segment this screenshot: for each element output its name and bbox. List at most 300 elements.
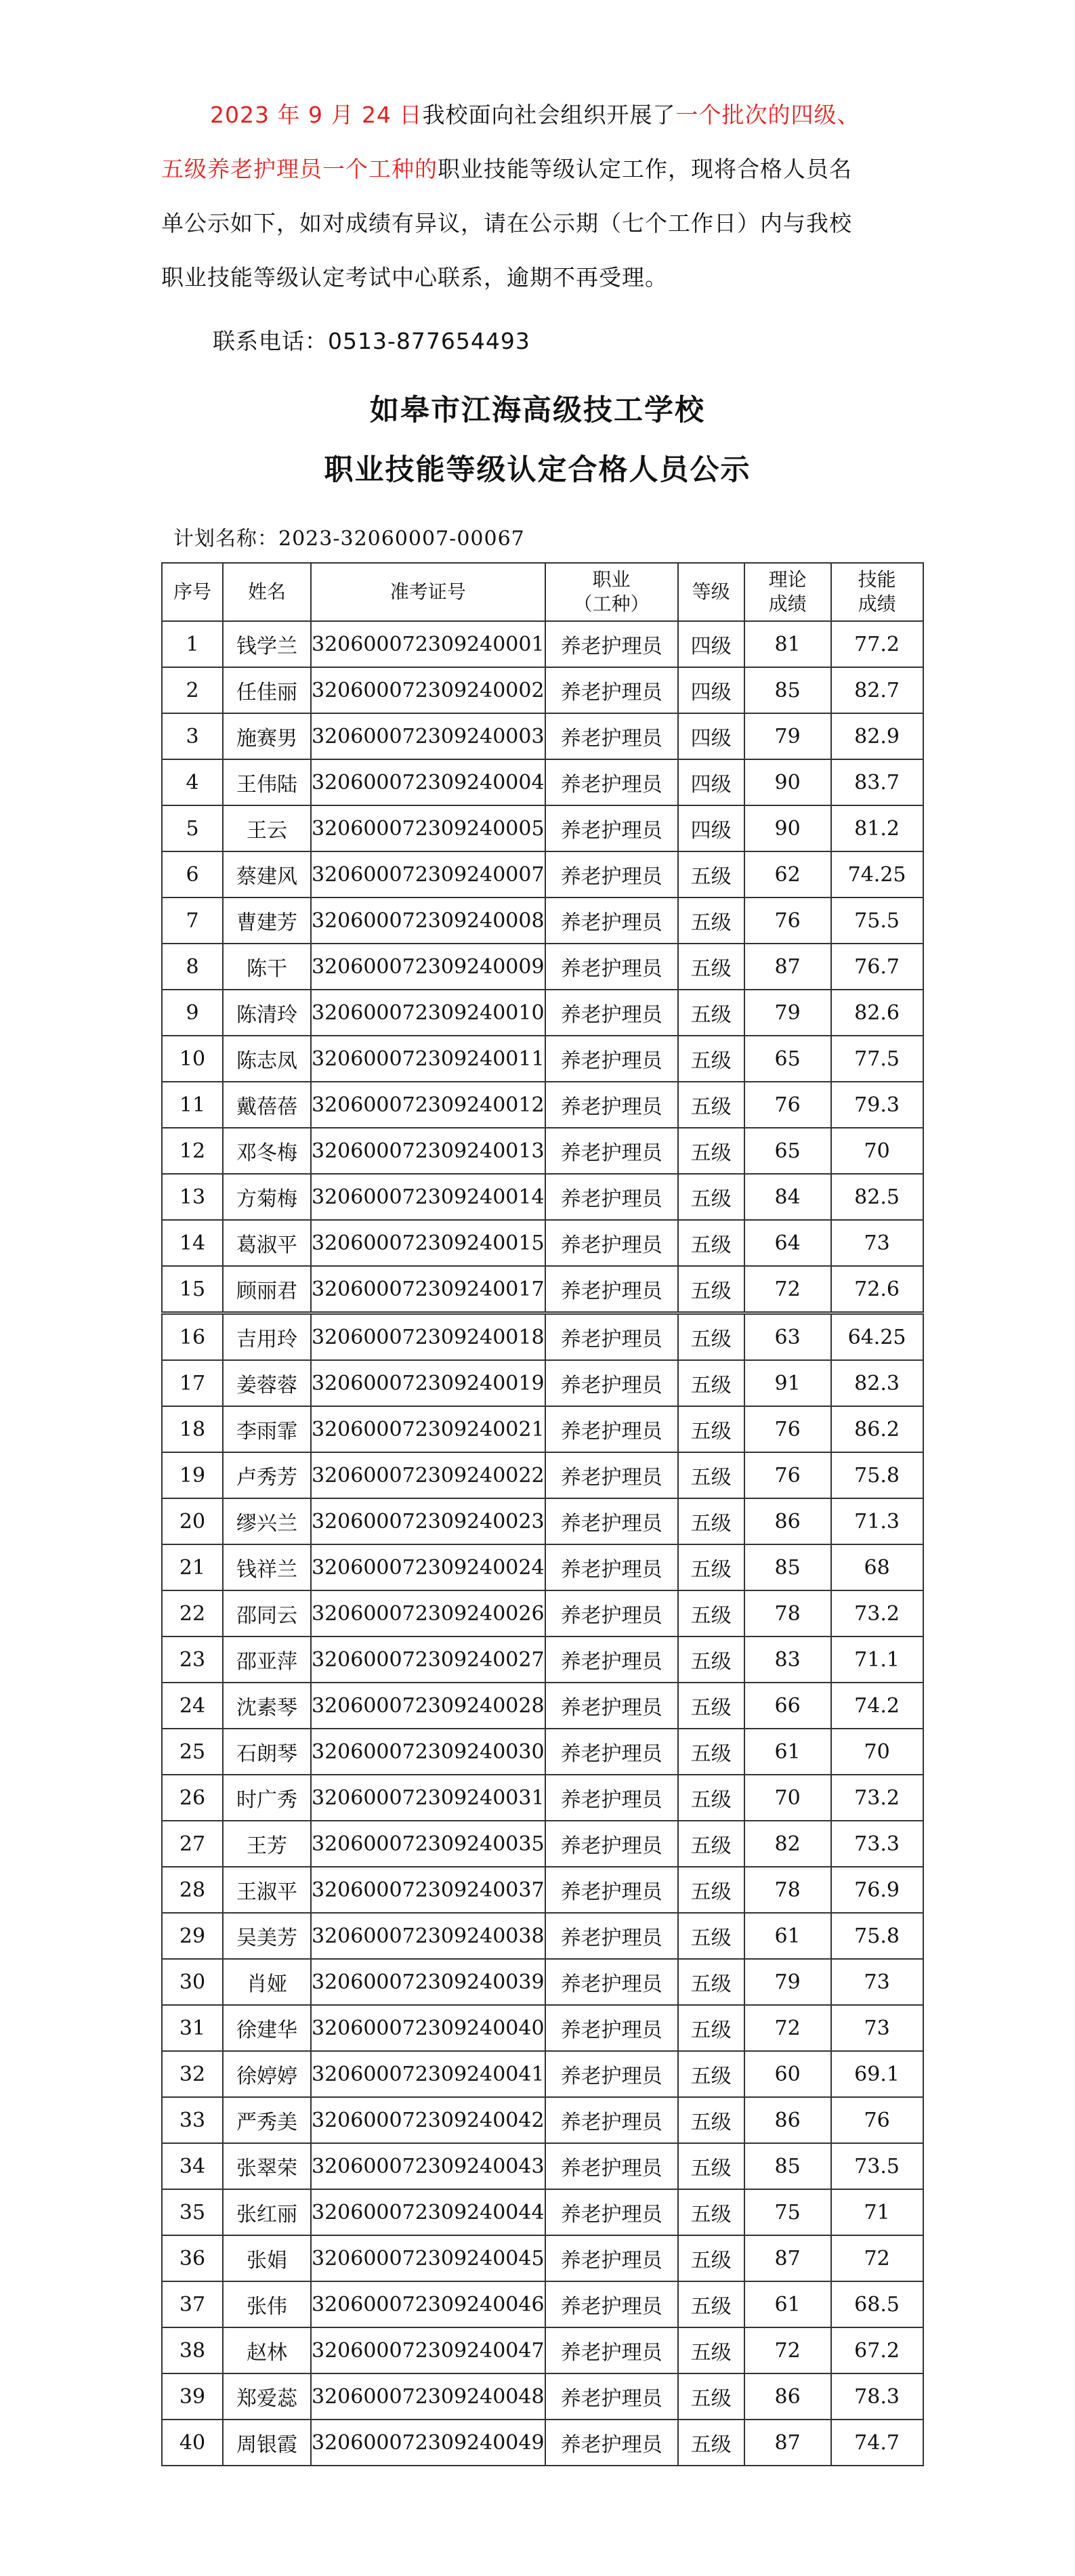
- cell-level: 四级: [678, 621, 744, 667]
- cell-level: 五级: [678, 1498, 744, 1544]
- cell-job: 养老护理员: [545, 1775, 678, 1821]
- cell-level: 五级: [678, 1174, 744, 1220]
- cell-skill: 71.1: [831, 1637, 923, 1683]
- cell-skill: 82.5: [831, 1174, 923, 1220]
- cell-name: 钱祥兰: [223, 1544, 311, 1590]
- header-level: 等级: [678, 563, 744, 621]
- cell-ticket: 320600072309240022: [311, 1452, 545, 1498]
- cell-name: 王淑平: [223, 1867, 311, 1913]
- cell-skill: 73: [831, 1220, 923, 1266]
- cell-ticket: 320600072309240038: [311, 1913, 545, 1959]
- cell-level: 五级: [678, 2051, 744, 2097]
- cell-theory: 61: [744, 1913, 831, 1959]
- cell-no: 8: [162, 944, 223, 990]
- cell-name: 张红丽: [223, 2189, 311, 2235]
- cell-name: 卢秀芳: [223, 1452, 311, 1498]
- cell-name: 陈志凤: [223, 1036, 311, 1082]
- cell-name: 张伟: [223, 2281, 311, 2327]
- cell-theory: 79: [744, 713, 831, 759]
- cell-level: 五级: [678, 1544, 744, 1590]
- table-row: [162, 1637, 923, 1683]
- cell-job: 养老护理员: [545, 2281, 678, 2327]
- cell-ticket: 320600072309240024: [311, 1544, 545, 1590]
- cell-job: 养老护理员: [545, 1729, 678, 1775]
- cell-ticket: 320600072309240044: [311, 2189, 545, 2235]
- cell-no: 25: [162, 1729, 223, 1775]
- notice-text-b: 职业技能等级认定工作，现将合格人员名: [438, 156, 852, 182]
- cell-skill: 72.6: [831, 1266, 923, 1313]
- cell-no: 35: [162, 2189, 223, 2235]
- cell-no: 5: [162, 805, 223, 851]
- cell-no: 39: [162, 2373, 223, 2420]
- cell-theory: 76: [744, 898, 831, 944]
- cell-no: 17: [162, 1360, 223, 1406]
- cell-theory: 85: [744, 2143, 831, 2189]
- header-ticket: 准考证号: [311, 563, 545, 621]
- cell-job: 养老护理员: [545, 1544, 678, 1590]
- header-skill-line2: 成绩: [858, 593, 896, 615]
- cell-no: 16: [162, 1313, 223, 1361]
- cell-ticket: 320600072309240039: [311, 1959, 545, 2005]
- notice-highlight-1: 一个批次的四级、: [675, 102, 860, 128]
- notice-highlight-2: 五级养老护理员一个工种的: [161, 156, 438, 182]
- cell-name: 石朗琴: [223, 1729, 311, 1775]
- cell-name: 戴蓓蓓: [223, 1082, 311, 1128]
- cell-theory: 61: [744, 1729, 831, 1775]
- cell-ticket: 320600072309240037: [311, 1867, 545, 1913]
- date-day: 24: [361, 102, 392, 128]
- cell-skill: 83.7: [831, 759, 923, 805]
- cell-name: 沈素琴: [223, 1683, 311, 1729]
- cell-skill: 75.8: [831, 1913, 923, 1959]
- header-job-line2: （工种）: [573, 593, 650, 615]
- table-row: [162, 1775, 923, 1821]
- cell-skill: 82.7: [831, 667, 923, 713]
- cell-no: 14: [162, 1220, 223, 1266]
- table-row: [162, 1913, 923, 1959]
- table-row: [162, 1128, 923, 1174]
- notice-paragraph: [161, 88, 920, 305]
- cell-level: 四级: [678, 805, 744, 851]
- cell-name: 张娟: [223, 2235, 311, 2281]
- cell-name: 顾丽君: [223, 1266, 311, 1313]
- cell-theory: 91: [744, 1360, 831, 1406]
- cell-no: 20: [162, 1498, 223, 1544]
- cell-job: 养老护理员: [545, 713, 678, 759]
- cell-level: 四级: [678, 713, 744, 759]
- cell-level: 五级: [678, 2281, 744, 2327]
- cell-name: 曹建芳: [223, 898, 311, 944]
- cell-level: 五级: [678, 1729, 744, 1775]
- cell-theory: 76: [744, 1406, 831, 1452]
- header-theory-line2: 成绩: [768, 593, 807, 615]
- cell-theory: 78: [744, 1867, 831, 1913]
- cell-theory: 65: [744, 1128, 831, 1174]
- cell-job: 养老护理员: [545, 2143, 678, 2189]
- cell-ticket: 320600072309240042: [311, 2097, 545, 2143]
- cell-level: 五级: [678, 1867, 744, 1913]
- cell-skill: 70: [831, 1729, 923, 1775]
- cell-no: 26: [162, 1775, 223, 1821]
- cell-ticket: 320600072309240023: [311, 1498, 545, 1544]
- table-row: [162, 2051, 923, 2097]
- table-row: [162, 1174, 923, 1220]
- cell-skill: 71: [831, 2189, 923, 2235]
- cell-level: 五级: [678, 1775, 744, 1821]
- cell-job: 养老护理员: [545, 1036, 678, 1082]
- cell-skill: 69.1: [831, 2051, 923, 2097]
- cell-level: 五级: [678, 1683, 744, 1729]
- cell-job: 养老护理员: [545, 1128, 678, 1174]
- cell-job: 养老护理员: [545, 1406, 678, 1452]
- cell-ticket: 320600072309240028: [311, 1683, 545, 1729]
- table-row: [162, 2420, 923, 2466]
- cell-ticket: 320600072309240030: [311, 1729, 545, 1775]
- cell-ticket: 320600072309240001: [311, 621, 545, 667]
- table-row: [162, 1959, 923, 2005]
- cell-name: 王伟陆: [223, 759, 311, 805]
- cell-job: 养老护理员: [545, 1959, 678, 2005]
- table-row: [162, 1220, 923, 1266]
- cell-no: 4: [162, 759, 223, 805]
- cell-job: 养老护理员: [545, 2420, 678, 2466]
- cell-name: 王云: [223, 805, 311, 851]
- cell-no: 11: [162, 1082, 223, 1128]
- cell-ticket: 320600072309240026: [311, 1590, 545, 1637]
- cell-ticket: 320600072309240018: [311, 1313, 545, 1361]
- cell-name: 任佳丽: [223, 667, 311, 713]
- school-title: 如皋市江海高级技工学校: [370, 394, 705, 427]
- cell-no: 34: [162, 2143, 223, 2189]
- table-row: [162, 1406, 923, 1452]
- cell-level: 五级: [678, 1082, 744, 1128]
- cell-job: 养老护理员: [545, 1452, 678, 1498]
- cell-name: 蔡建风: [223, 851, 311, 898]
- cell-ticket: 320600072309240002: [311, 667, 545, 713]
- cell-job: 养老护理员: [545, 1637, 678, 1683]
- cell-job: 养老护理员: [545, 759, 678, 805]
- header-theory-line1: 理论: [768, 568, 807, 591]
- cell-skill: 81.2: [831, 805, 923, 851]
- cell-job: 养老护理员: [545, 2327, 678, 2373]
- cell-job: 养老护理员: [545, 805, 678, 851]
- cell-level: 四级: [678, 759, 744, 805]
- cell-level: 五级: [678, 898, 744, 944]
- cell-no: 38: [162, 2327, 223, 2373]
- cell-name: 徐建华: [223, 2005, 311, 2051]
- cell-level: 五级: [678, 2005, 744, 2051]
- cell-skill: 71.3: [831, 1498, 923, 1544]
- cell-job: 养老护理员: [545, 1821, 678, 1867]
- table-row: [162, 1729, 923, 1775]
- notice-title: 职业技能等级认定合格人员公示: [324, 453, 751, 487]
- cell-ticket: 320600072309240014: [311, 1174, 545, 1220]
- cell-skill: 74.7: [831, 2420, 923, 2466]
- cell-level: 五级: [678, 1036, 744, 1082]
- notice-line-4: 职业技能等级认定考试中心联系，逾期不再受理。: [161, 264, 668, 291]
- date-year-word: 年: [277, 102, 301, 128]
- table-row: [162, 1313, 923, 1361]
- notice-line-3: 单公示如下，如对成绩有异议，请在公示期（七个工作日）内与我校: [161, 210, 852, 236]
- cell-level: 五级: [678, 1590, 744, 1637]
- table-row: [162, 898, 923, 944]
- cell-level: 五级: [678, 2235, 744, 2281]
- date-month-word: 月: [331, 102, 354, 128]
- cell-theory: 72: [744, 2327, 831, 2373]
- cell-no: 36: [162, 2235, 223, 2281]
- plan-name: 计划名称：2023-32060007-00067: [173, 527, 525, 551]
- cell-theory: 90: [744, 805, 831, 851]
- cell-theory: 87: [744, 944, 831, 990]
- cell-no: 6: [162, 851, 223, 898]
- cell-job: 养老护理员: [545, 1174, 678, 1220]
- cell-no: 37: [162, 2281, 223, 2327]
- cell-skill: 73.3: [831, 1821, 923, 1867]
- header-job-line1: 职业: [592, 568, 631, 591]
- cell-skill: 68.5: [831, 2281, 923, 2327]
- cell-level: 五级: [678, 1406, 744, 1452]
- cell-level: 五级: [678, 2143, 744, 2189]
- table-row: [162, 759, 923, 805]
- date-day-word: 日: [399, 102, 423, 128]
- cell-skill: 76.9: [831, 1867, 923, 1913]
- cell-skill: 72: [831, 2235, 923, 2281]
- table-row: [162, 2281, 923, 2327]
- cell-theory: 76: [744, 1452, 831, 1498]
- cell-name: 邵同云: [223, 1590, 311, 1637]
- cell-job: 养老护理员: [545, 1313, 678, 1361]
- cell-skill: 73: [831, 1959, 923, 2005]
- cell-job: 养老护理员: [545, 1266, 678, 1313]
- cell-level: 五级: [678, 851, 744, 898]
- cell-job: 养老护理员: [545, 621, 678, 667]
- cell-ticket: 320600072309240015: [311, 1220, 545, 1266]
- cell-name: 郑爱蕊: [223, 2373, 311, 2420]
- cell-job: 养老护理员: [545, 2235, 678, 2281]
- cell-ticket: 320600072309240004: [311, 759, 545, 805]
- cell-theory: 86: [744, 2097, 831, 2143]
- cell-skill: 74.25: [831, 851, 923, 898]
- cell-ticket: 320600072309240021: [311, 1406, 545, 1452]
- cell-level: 五级: [678, 944, 744, 990]
- cell-theory: 63: [744, 1313, 831, 1361]
- cell-name: 吉用玲: [223, 1313, 311, 1361]
- cell-job: 养老护理员: [545, 1498, 678, 1544]
- cell-skill: 73.2: [831, 1775, 923, 1821]
- cell-no: 15: [162, 1266, 223, 1313]
- table-row: [162, 1821, 923, 1867]
- cell-ticket: 320600072309240035: [311, 1821, 545, 1867]
- cell-job: 养老护理员: [545, 1220, 678, 1266]
- table-row: [162, 2143, 923, 2189]
- header-skill-line1: 技能: [858, 568, 896, 591]
- header-job: [545, 563, 678, 621]
- cell-job: 养老护理员: [545, 898, 678, 944]
- table-body: [162, 621, 923, 2466]
- cell-theory: 76: [744, 1082, 831, 1128]
- cell-no: 23: [162, 1637, 223, 1683]
- cell-name: 缪兴兰: [223, 1498, 311, 1544]
- cell-ticket: 320600072309240040: [311, 2005, 545, 2051]
- cell-theory: 70: [744, 1775, 831, 1821]
- cell-skill: 75.5: [831, 898, 923, 944]
- table-header-row: [162, 563, 923, 621]
- contact-phone: 联系电话：0513-877654493: [213, 328, 530, 354]
- cell-theory: 61: [744, 2281, 831, 2327]
- cell-skill: 70: [831, 1128, 923, 1174]
- cell-skill: 75.8: [831, 1452, 923, 1498]
- notice-date: [210, 102, 422, 128]
- cell-job: 养老护理员: [545, 1913, 678, 1959]
- cell-name: 时广秀: [223, 1775, 311, 1821]
- cell-level: 五级: [678, 1913, 744, 1959]
- cell-ticket: 320600072309240007: [311, 851, 545, 898]
- cell-skill: 73.5: [831, 2143, 923, 2189]
- table-row: [162, 944, 923, 990]
- cell-skill: 73.2: [831, 1590, 923, 1637]
- cell-name: 姜蓉蓉: [223, 1360, 311, 1406]
- table-row: [162, 667, 923, 713]
- cell-ticket: 320600072309240011: [311, 1036, 545, 1082]
- cell-no: 29: [162, 1913, 223, 1959]
- cell-name: 陈干: [223, 944, 311, 990]
- cell-no: 2: [162, 667, 223, 713]
- cell-level: 五级: [678, 1360, 744, 1406]
- cell-level: 五级: [678, 1128, 744, 1174]
- cell-job: 养老护理员: [545, 2051, 678, 2097]
- cell-name: 方菊梅: [223, 1174, 311, 1220]
- cell-skill: 82.9: [831, 713, 923, 759]
- cell-ticket: 320600072309240017: [311, 1266, 545, 1313]
- table-row: [162, 1266, 923, 1313]
- cell-skill: 67.2: [831, 2327, 923, 2373]
- cell-level: 五级: [678, 2097, 744, 2143]
- cell-skill: 77.5: [831, 1036, 923, 1082]
- table-row: [162, 2373, 923, 2420]
- cell-name: 张翠荣: [223, 2143, 311, 2189]
- cell-name: 邓冬梅: [223, 1128, 311, 1174]
- cell-skill: 86.2: [831, 1406, 923, 1452]
- table-row: [162, 1082, 923, 1128]
- cell-level: 五级: [678, 1220, 744, 1266]
- cell-level: 五级: [678, 2189, 744, 2235]
- cell-skill: 74.2: [831, 1683, 923, 1729]
- cell-no: 30: [162, 1959, 223, 2005]
- cell-ticket: 320600072309240013: [311, 1128, 545, 1174]
- table-row: [162, 1452, 923, 1498]
- cell-theory: 60: [744, 2051, 831, 2097]
- cell-ticket: 320600072309240048: [311, 2373, 545, 2420]
- table-row: [162, 2327, 923, 2373]
- cell-ticket: 320600072309240008: [311, 898, 545, 944]
- cell-no: 32: [162, 2051, 223, 2097]
- cell-job: 养老护理员: [545, 2097, 678, 2143]
- cell-level: 五级: [678, 1821, 744, 1867]
- cell-skill: 82.3: [831, 1360, 923, 1406]
- cell-level: 五级: [678, 990, 744, 1036]
- cell-ticket: 320600072309240010: [311, 990, 545, 1036]
- cell-theory: 87: [744, 2235, 831, 2281]
- cell-ticket: 320600072309240005: [311, 805, 545, 851]
- cell-name: 葛淑平: [223, 1220, 311, 1266]
- cell-name: 李雨霏: [223, 1406, 311, 1452]
- table-row: [162, 1590, 923, 1637]
- table-row: [162, 990, 923, 1036]
- cell-ticket: 320600072309240031: [311, 1775, 545, 1821]
- notice-line-1: [161, 88, 920, 142]
- cell-ticket: 320600072309240003: [311, 713, 545, 759]
- cell-no: 28: [162, 1867, 223, 1913]
- cell-name: 周银霞: [223, 2420, 311, 2466]
- cell-job: 养老护理员: [545, 990, 678, 1036]
- cell-job: 养老护理员: [545, 1082, 678, 1128]
- header-name: 姓名: [223, 563, 311, 621]
- table-row: [162, 621, 923, 667]
- cell-theory: 85: [744, 667, 831, 713]
- cell-theory: 75: [744, 2189, 831, 2235]
- cell-level: 四级: [678, 667, 744, 713]
- cell-job: 养老护理员: [545, 1683, 678, 1729]
- cell-level: 五级: [678, 2327, 744, 2373]
- cell-theory: 62: [744, 851, 831, 898]
- cell-no: 33: [162, 2097, 223, 2143]
- cell-level: 五级: [678, 1959, 744, 2005]
- cell-theory: 72: [744, 2005, 831, 2051]
- cell-name: 吴美芳: [223, 1913, 311, 1959]
- cell-no: 31: [162, 2005, 223, 2051]
- cell-job: 养老护理员: [545, 2189, 678, 2235]
- cell-name: 王芳: [223, 1821, 311, 1867]
- cell-level: 五级: [678, 1313, 744, 1361]
- cell-level: 五级: [678, 1637, 744, 1683]
- table-row: [162, 1036, 923, 1082]
- cell-no: 9: [162, 990, 223, 1036]
- cell-name: 钱学兰: [223, 621, 311, 667]
- cell-name: 邵亚萍: [223, 1637, 311, 1683]
- cell-name: 施赛男: [223, 713, 311, 759]
- cell-skill: 76.7: [831, 944, 923, 990]
- cell-no: 19: [162, 1452, 223, 1498]
- cell-ticket: 320600072309240049: [311, 2420, 545, 2466]
- cell-theory: 78: [744, 1590, 831, 1637]
- cell-theory: 66: [744, 1683, 831, 1729]
- cell-ticket: 320600072309240012: [311, 1082, 545, 1128]
- cell-name: 肖娅: [223, 1959, 311, 2005]
- table-row: [162, 851, 923, 898]
- cell-theory: 85: [744, 1544, 831, 1590]
- cell-job: 养老护理员: [545, 944, 678, 990]
- cell-skill: 78.3: [831, 2373, 923, 2420]
- cell-no: 24: [162, 1683, 223, 1729]
- cell-name: 徐婷婷: [223, 2051, 311, 2097]
- cell-theory: 64: [744, 1220, 831, 1266]
- cell-skill: 76: [831, 2097, 923, 2143]
- table-row: [162, 1498, 923, 1544]
- cell-name: 陈清玲: [223, 990, 311, 1036]
- cell-skill: 77.2: [831, 621, 923, 667]
- cell-level: 五级: [678, 2373, 744, 2420]
- table-row: [162, 805, 923, 851]
- cell-job: 养老护理员: [545, 1590, 678, 1637]
- cell-theory: 86: [744, 1498, 831, 1544]
- cell-no: 3: [162, 713, 223, 759]
- cell-ticket: 320600072309240041: [311, 2051, 545, 2097]
- cell-job: 养老护理员: [545, 851, 678, 898]
- cell-no: 22: [162, 1590, 223, 1637]
- table-row: [162, 713, 923, 759]
- cell-no: 13: [162, 1174, 223, 1220]
- cell-no: 27: [162, 1821, 223, 1867]
